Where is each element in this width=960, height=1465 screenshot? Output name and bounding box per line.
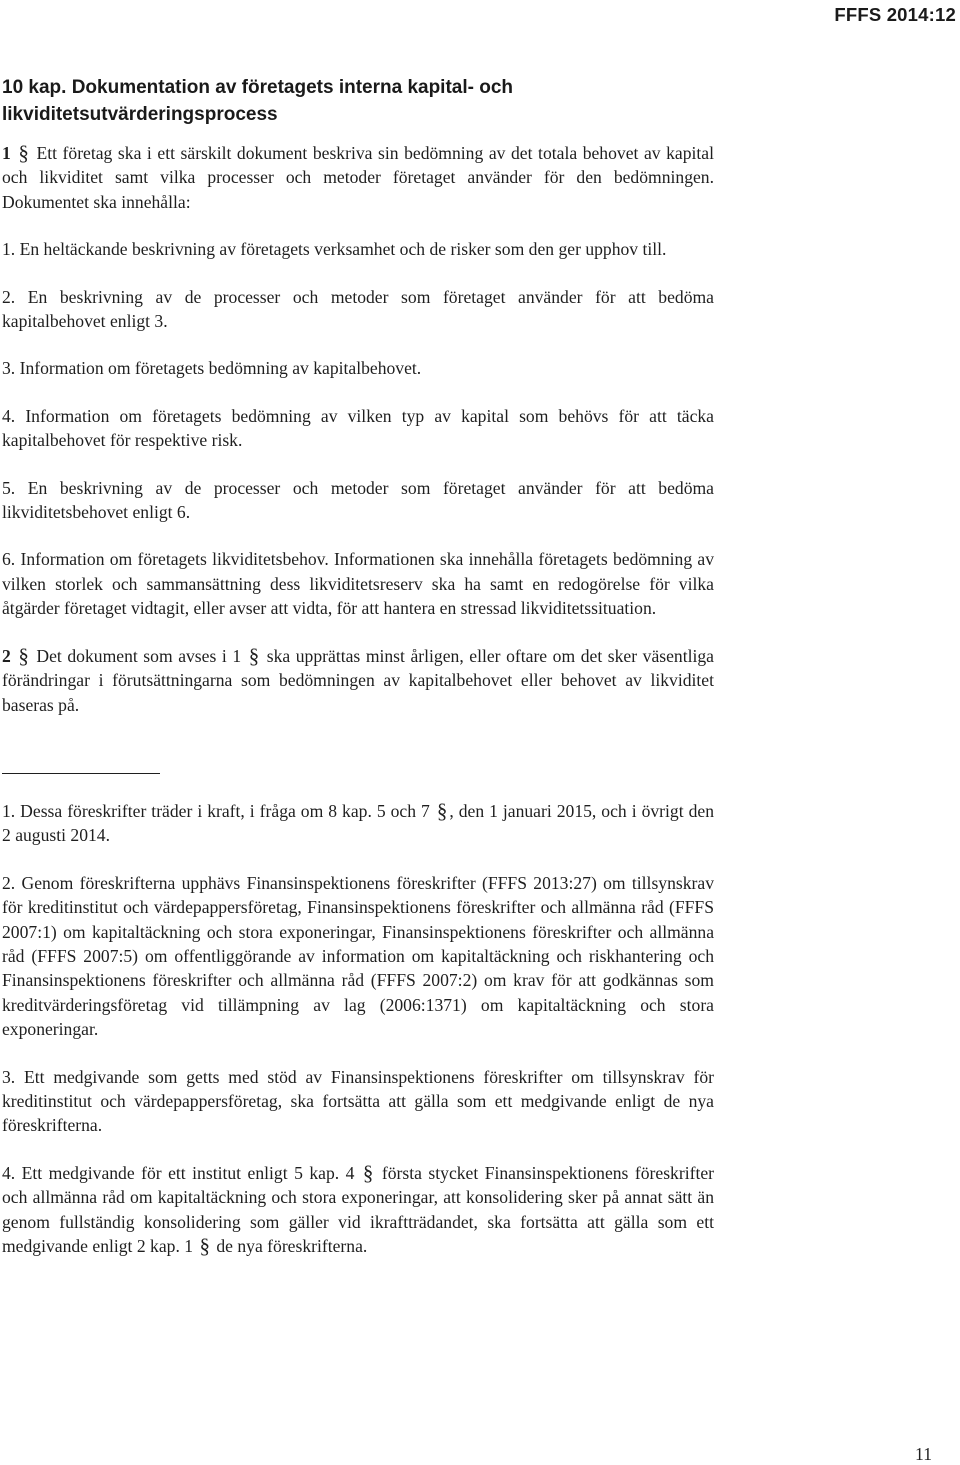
chapter-title-line-1: 10 kap. Dokumentation av företagets interna kapital- och [2,77,514,98]
chapter-title [2,74,714,128]
transitional-item-4 [2,1161,714,1259]
section-1-mark: § [18,141,29,165]
transitional-item-4-mark-a: § [362,1160,374,1185]
document-id-header: FFFS 2014:12 [834,4,956,25]
page-number: 11 [915,1444,932,1464]
section-1-number: 1 [2,143,11,163]
transitional-item-4-a: 4. Ett medgivande för ett institut enligt 5 kap. 4 [2,1162,355,1183]
transitional-item-4-b: första stycket Finansinspektionens föreskrifter och allmänna råd om kapitaltäckning och stora exponeringar, att konsolidering sker på annat sätt än genom fullständig konsolidering som gäller vid ikraftträdandet, ska fortsätta att gälla som ett medgivande enligt 2 kap. 1 [2,1162,714,1256]
section-1-item-5: 5. En beskrivning av de processer och metoder som företaget använder för att bedöma likviditetsbehovet enligt 6. [2,477,714,523]
section-2-text-a: Det dokument som avses i 1 [36,645,242,666]
section-2 [2,644,714,717]
transitional-item-4-c: de nya föreskrifterna. [216,1236,368,1256]
section-2-ref-mark: § [248,643,260,668]
transitional-item-3: 3. Ett medgivande som getts med stöd av Finansinspektionens föreskrifter om tillsynskrav för kreditinstitut och värdepappersföretag, ska fortsätta att gälla som ett medgivande enligt de nya föreskrifterna. [2,1066,714,1136]
transitional-item-4-mark-b: § [199,1234,210,1258]
transitional-item-2: 2. Genom föreskrifterna upphävs Finansinspektionens föreskrifter (FFFS 2013:27) om tillsynskrav för kreditinstitut och värdepappersföretag, Finansinspektionens föreskrifter och allmänna råd (FFFS 2007:1) om kapitaltäckning och stora exponeringar, Finansinspektionens föreskrifter och allmänna råd (FFFS 2007:5) om offentliggörande av information om kapitaltäckning och riskhantering och Finansinspektionens föreskrifter och allmänna råd (FFFS 2007:2) om krav för att godkännas som kreditvärderingsföretag vid tillämpning av lag (2006:1371) om kapitaltäckning och stora exponeringar. [2,872,714,1040]
transitional-divider [2,773,160,774]
section-1-item-2: 2. En beskrivning av de processer och metoder som företaget använder för att bedöma kapitalbehovet enligt 3. [2,286,714,332]
section-2-text-b: ska upprättas minst årligen, eller oftare om det sker väsentliga förändringar i förutsättningarna som bedömningen av kapitalbehovet eller behovet av likviditet baseras på. [2,645,714,715]
chapter-title-line-2: likviditetsutvärderingsprocess [2,104,278,125]
transitional-item-1-a: 1. Dessa föreskrifter träder i kraft, i fråga om 8 kap. 5 och 7 [2,800,430,821]
transitional-item-1 [2,799,714,848]
section-1-text: Ett företag ska i ett särskilt dokument beskriva sin bedömning av det totala behovet av kapital och likviditet samt vilka processer och metoder företaget använder för den bedömningen. Dokumentet ska innehålla: [2,143,715,212]
section-1-intro [2,141,714,214]
transitional-item-1-b: , den 1 januari 2015, och i övrigt den 2 augusti 2014. [2,800,714,846]
section-1-item-4: 4. Information om företagets bedömning av vilken typ av kapital som behövs för att täcka kapitalbehovet för respektive risk. [2,405,714,451]
section-1-item-3: 3. Information om företagets bedömning av kapitalbehovet. [2,358,422,379]
section-2-mark: § [18,643,29,668]
section-1-item-6: 6. Information om företagets likviditetsbehov. Informationen ska innehålla företagets bedömning av vilken storlek och sammansättning dess likviditetsreserv ska ha samt en redogörelse för vilka åtgärder företaget vidtagit, eller avser att vidta, för att hantera en stressad likviditetssituation. [2,549,714,619]
transitional-item-1-mark: § [436,798,448,823]
section-2-number: 2 [2,645,11,666]
page-content [2,74,714,1281]
section-1-item-1: 1. En heltäckande beskrivning av företagets verksamhet och de risker som den ger upphov till. [2,239,667,260]
